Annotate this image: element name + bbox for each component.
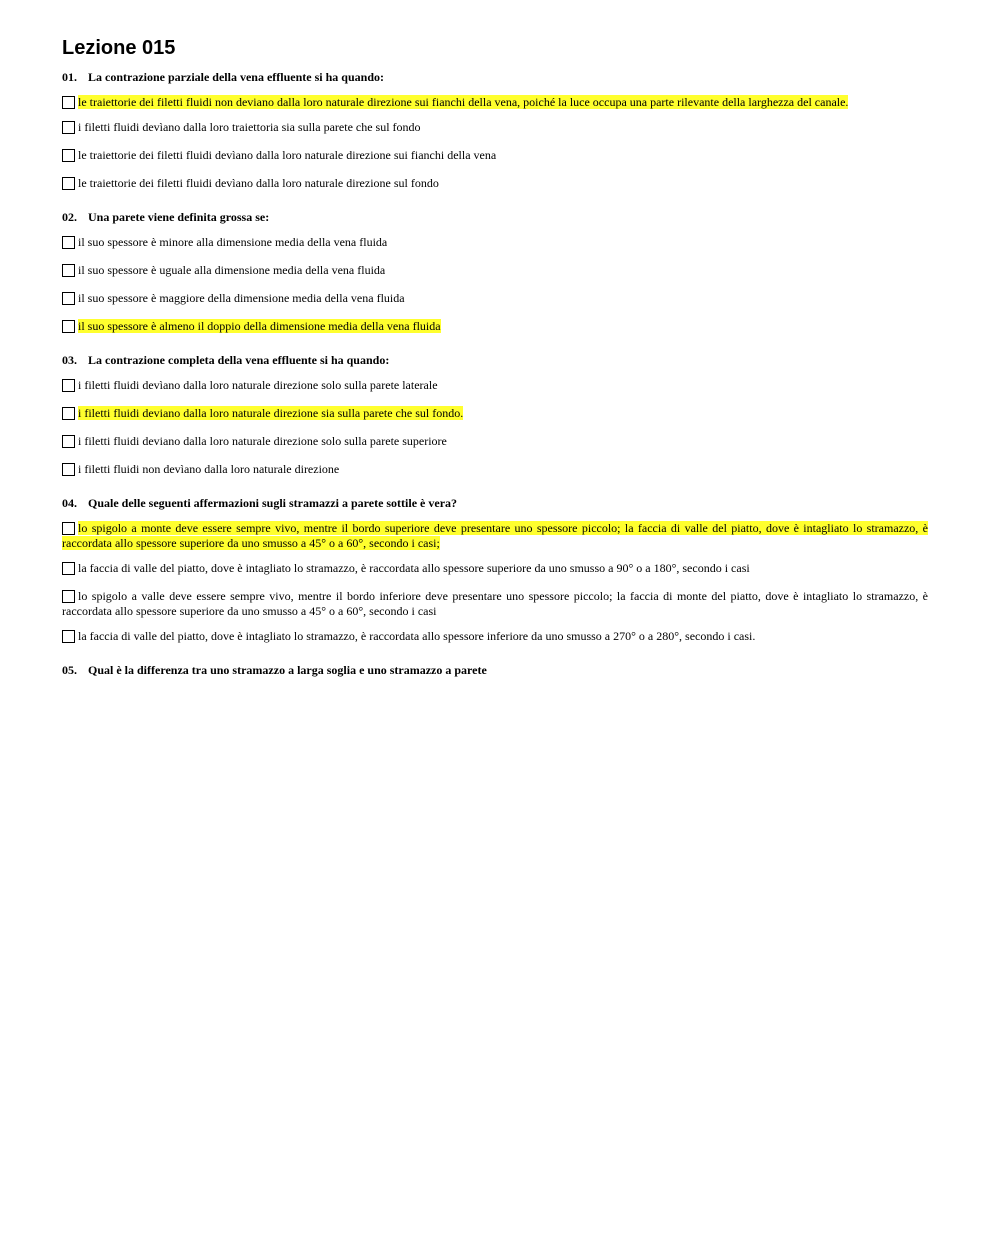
checkbox[interactable] [62, 292, 75, 305]
checkbox[interactable] [62, 630, 75, 643]
question-text [62, 209, 928, 225]
answer-text: il suo spessore è uguale alla dimensione media della vena fluida [78, 263, 386, 277]
question-1 [62, 69, 928, 191]
answer-text: la faccia di valle del piatto, dove è intagliato lo stramazzo, è raccordata allo spessore inferiore da uno smusso a 270° o a 280°, secondo i casi. [78, 629, 756, 643]
page-title: Lezione 015 [62, 37, 176, 59]
answer-text: il suo spessore è almeno il doppio della dimensione media della vena fluida [78, 319, 441, 333]
question-4 [62, 495, 928, 644]
question-number: 03. [62, 353, 77, 367]
checkbox[interactable] [62, 264, 75, 277]
answer-option[interactable] [62, 95, 928, 110]
answer-option[interactable] [62, 291, 928, 306]
answer-text: i filetti fluidi deviano dalla loro naturale direzione solo sulla parete superiore [78, 434, 447, 448]
question-text [62, 495, 928, 511]
answer-text: lo spigolo a valle deve essere sempre vivo, mentre il bordo inferiore deve presentare uno spessore piccolo; la faccia di monte del piatto, dove è intagliato lo stramazzo, è raccordata allo spessore superiore da uno smusso a 45° o a 60°, secondo i casi [62, 589, 928, 618]
question-label: La contrazione parziale della vena effluente si ha quando: [88, 70, 384, 84]
question-number: 02. [62, 210, 77, 224]
answer-option[interactable] [62, 263, 928, 278]
answer-option[interactable] [62, 148, 928, 163]
answer-option[interactable] [62, 176, 928, 191]
answer-text: il suo spessore è maggiore della dimensione media della vena fluida [78, 291, 405, 305]
checkbox[interactable] [62, 562, 75, 575]
checkbox[interactable] [62, 407, 75, 420]
answer-option[interactable] [62, 120, 928, 135]
answer-text: lo spigolo a monte deve essere sempre vivo, mentre il bordo superiore deve presentare uno spessore piccolo; la faccia di valle del piatto, dove è intagliato lo stramazzo, è raccordata allo spessore superiore da uno smusso a 45° o a 60°, secondo i casi; [62, 521, 928, 550]
answer-option[interactable] [62, 434, 928, 449]
question-label: La contrazione completa della vena effluente si ha quando: [88, 353, 390, 367]
checkbox[interactable] [62, 379, 75, 392]
question-text [62, 69, 928, 85]
checkbox[interactable] [62, 522, 75, 535]
question-label: Una parete viene definita grossa se: [88, 210, 270, 224]
checkbox[interactable] [62, 96, 75, 109]
checkbox[interactable] [62, 149, 75, 162]
question-2 [62, 209, 928, 334]
question-number: 05. [62, 663, 77, 677]
answer-text: il suo spessore è minore alla dimensione media della vena fluida [78, 235, 388, 249]
checkbox[interactable] [62, 236, 75, 249]
answer-text: le traiettorie dei filetti fluidi devìano dalla loro naturale direzione sui fianchi della vena [78, 148, 497, 162]
question-3 [62, 352, 928, 477]
question-number: 01. [62, 70, 77, 84]
question-5 [62, 662, 928, 678]
answer-text: i filetti fluidi deviano dalla loro naturale direzione sia sulla parete che sul fondo. [78, 406, 464, 420]
question-text [62, 662, 928, 678]
answer-option[interactable] [62, 629, 928, 644]
answer-text: i filetti fluidi devìano dalla loro traiettoria sia sulla parete che sul fondo [78, 120, 421, 134]
question-label: Quale delle seguenti affermazioni sugli stramazzi a parete sottile è vera? [88, 496, 458, 510]
document-page [62, 36, 928, 696]
checkbox[interactable] [62, 177, 75, 190]
checkbox[interactable] [62, 590, 75, 603]
answer-text: le traiettorie dei filetti fluidi non deviano dalla loro naturale direzione sui fianchi della vena, poiché la luce occupa una parte rilevante della larghezza del canale. [78, 95, 849, 109]
checkbox[interactable] [62, 435, 75, 448]
answer-option[interactable] [62, 378, 928, 393]
checkbox[interactable] [62, 463, 75, 476]
answer-text: la faccia di valle del piatto, dove è intagliato lo stramazzo, è raccordata allo spessore superiore da uno smusso a 90° o a 180°, secondo i casi [78, 561, 750, 575]
answer-option[interactable] [62, 521, 928, 551]
answer-option[interactable] [62, 561, 928, 576]
question-number: 04. [62, 496, 77, 510]
checkbox[interactable] [62, 320, 75, 333]
answer-option[interactable] [62, 235, 928, 250]
answer-option[interactable] [62, 406, 928, 421]
answer-text: i filetti fluidi non devìano dalla loro naturale direzione [78, 462, 340, 476]
answer-option[interactable] [62, 319, 928, 334]
question-label: Qual è la differenza tra uno stramazzo a larga soglia e uno stramazzo a parete [88, 663, 487, 677]
answer-option[interactable] [62, 589, 928, 619]
question-text [62, 352, 928, 368]
question-list [62, 69, 928, 678]
answer-text: le traiettorie dei filetti fluidi devìano dalla loro naturale direzione sul fondo [78, 176, 439, 190]
answer-option[interactable] [62, 462, 928, 477]
answer-text: i filetti fluidi devìano dalla loro naturale direzione solo sulla parete laterale [78, 378, 438, 392]
checkbox[interactable] [62, 121, 75, 134]
